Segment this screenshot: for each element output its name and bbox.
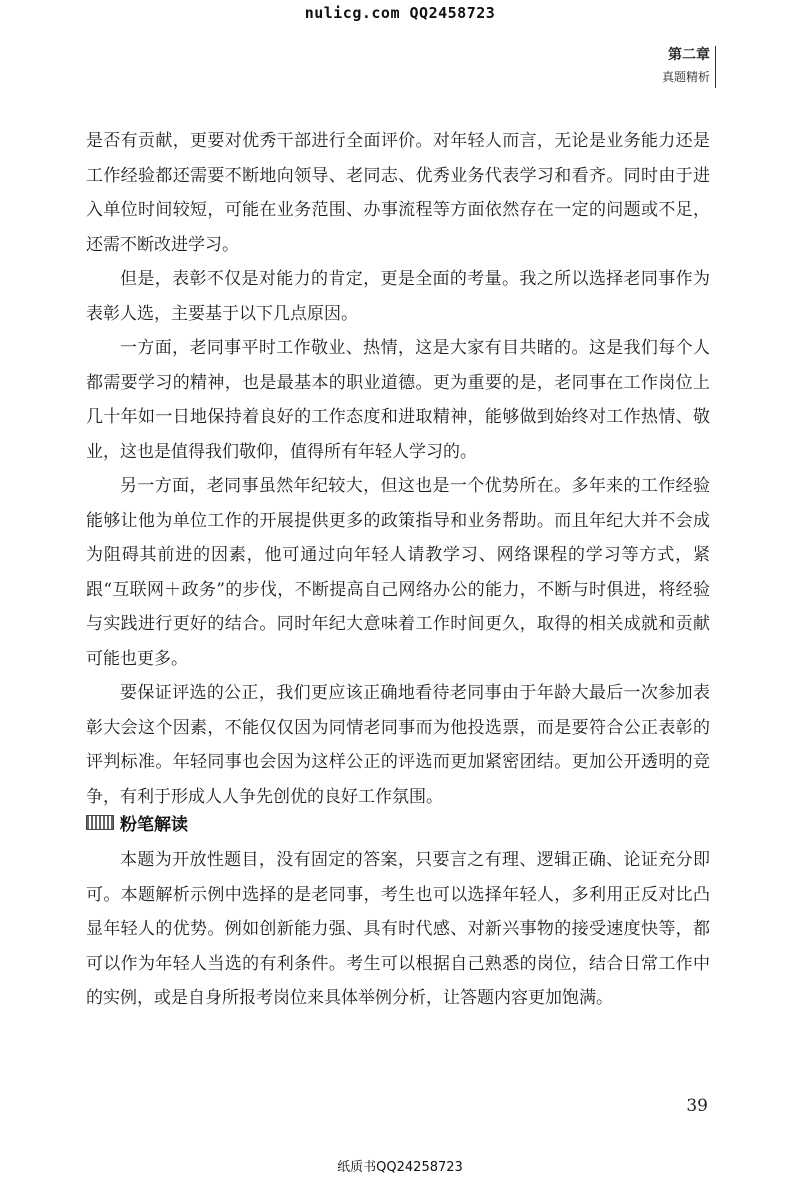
body-paragraph: 另一方面，老同事虽然年纪较大，但这也是一个优势所在。多年来的工作经验能够让他为单位工作的开展提供更多的政策指导和业务帮助。而且年纪大并不会成为阻碍其前进的因素，他可通过向年轻人请教学习、网络课程的学习等方式，紧跟“互联网＋政务”的步伐，不断提高自己网络办公的能力，不断与时俱进，将经验与实践进行更好的结合。同时年纪大意味着工作时间更久，取得的相关成就和贡献可能也更多。 — [86, 476, 710, 669]
body-paragraph: 要保证评选的公正，我们更应该正确地看待老同事由于年龄大最后一次参加表彰大会这个因素，不能仅仅因为同情老同事而为他投选票，而是要符合公正表彰的评判标准。年轻同事也会因为这样公正的评选而更加紧密团结。更加公开透明的竞争，有利于形成人人争先创优的良好工作氛围。 — [86, 683, 710, 807]
body-paragraph: 但是，表彰不仅是对能力的肯定，更是全面的考量。我之所以选择老同事作为表彰人选，主要基于以下几点原因。 — [86, 269, 710, 324]
analysis-paragraph: 本题为开放性题目，没有固定的答案，只要言之有理、逻辑正确、论证充分即可。本题解析示例中选择的是老同事，考生也可以选择年轻人，多利用正反对比凸显年轻人的优势。例如创新能力强、具有时代感、对新兴事物的接受速度快等，都可以作为年轻人当选的有利条件。考生可以根据自己熟悉的岗位，结合日常工作中的实例，或是自身所报考岗位来具体举例分析，让答题内容更加饱满。 — [86, 850, 710, 1008]
analysis-heading — [86, 810, 188, 835]
bottom-watermark: 纸质书QQ24258723 — [337, 1160, 463, 1175]
body-paragraph: 是否有贡献，更要对优秀干部进行全面评价。对年轻人而言，无论是业务能力还是工作经验都还需要不断地向领导、老同志、优秀业务代表学习和看齐。同时由于进入单位时间较短，可能在业务范围、办事流程等方面依然存在一定的问题或不足，还需不断改进学习。 — [86, 131, 710, 255]
section-tag-icon — [86, 815, 114, 830]
body-text — [86, 124, 710, 814]
page-number: 39 — [686, 1096, 708, 1116]
top-watermark: nulicg.com QQ2458723 — [304, 4, 496, 22]
chapter-label: 第二章 — [668, 47, 710, 63]
analysis-text — [86, 843, 710, 1016]
running-head — [662, 44, 710, 88]
analysis-heading-label: 粉笔解读 — [120, 815, 188, 835]
section-label: 真题精析 — [661, 70, 710, 84]
body-paragraph: 一方面，老同事平时工作敬业、热情，这是大家有目共睹的。这是我们每个人都需要学习的精神，也是最基本的职业道德。更为重要的是，老同事在工作岗位上几十年如一日地保持着良好的工作态度和进取精神，能够做到始终对工作热情、敬业，这也是值得我们敬仰，值得所有年轻人学习的。 — [86, 338, 710, 462]
running-head-rule — [715, 46, 716, 88]
